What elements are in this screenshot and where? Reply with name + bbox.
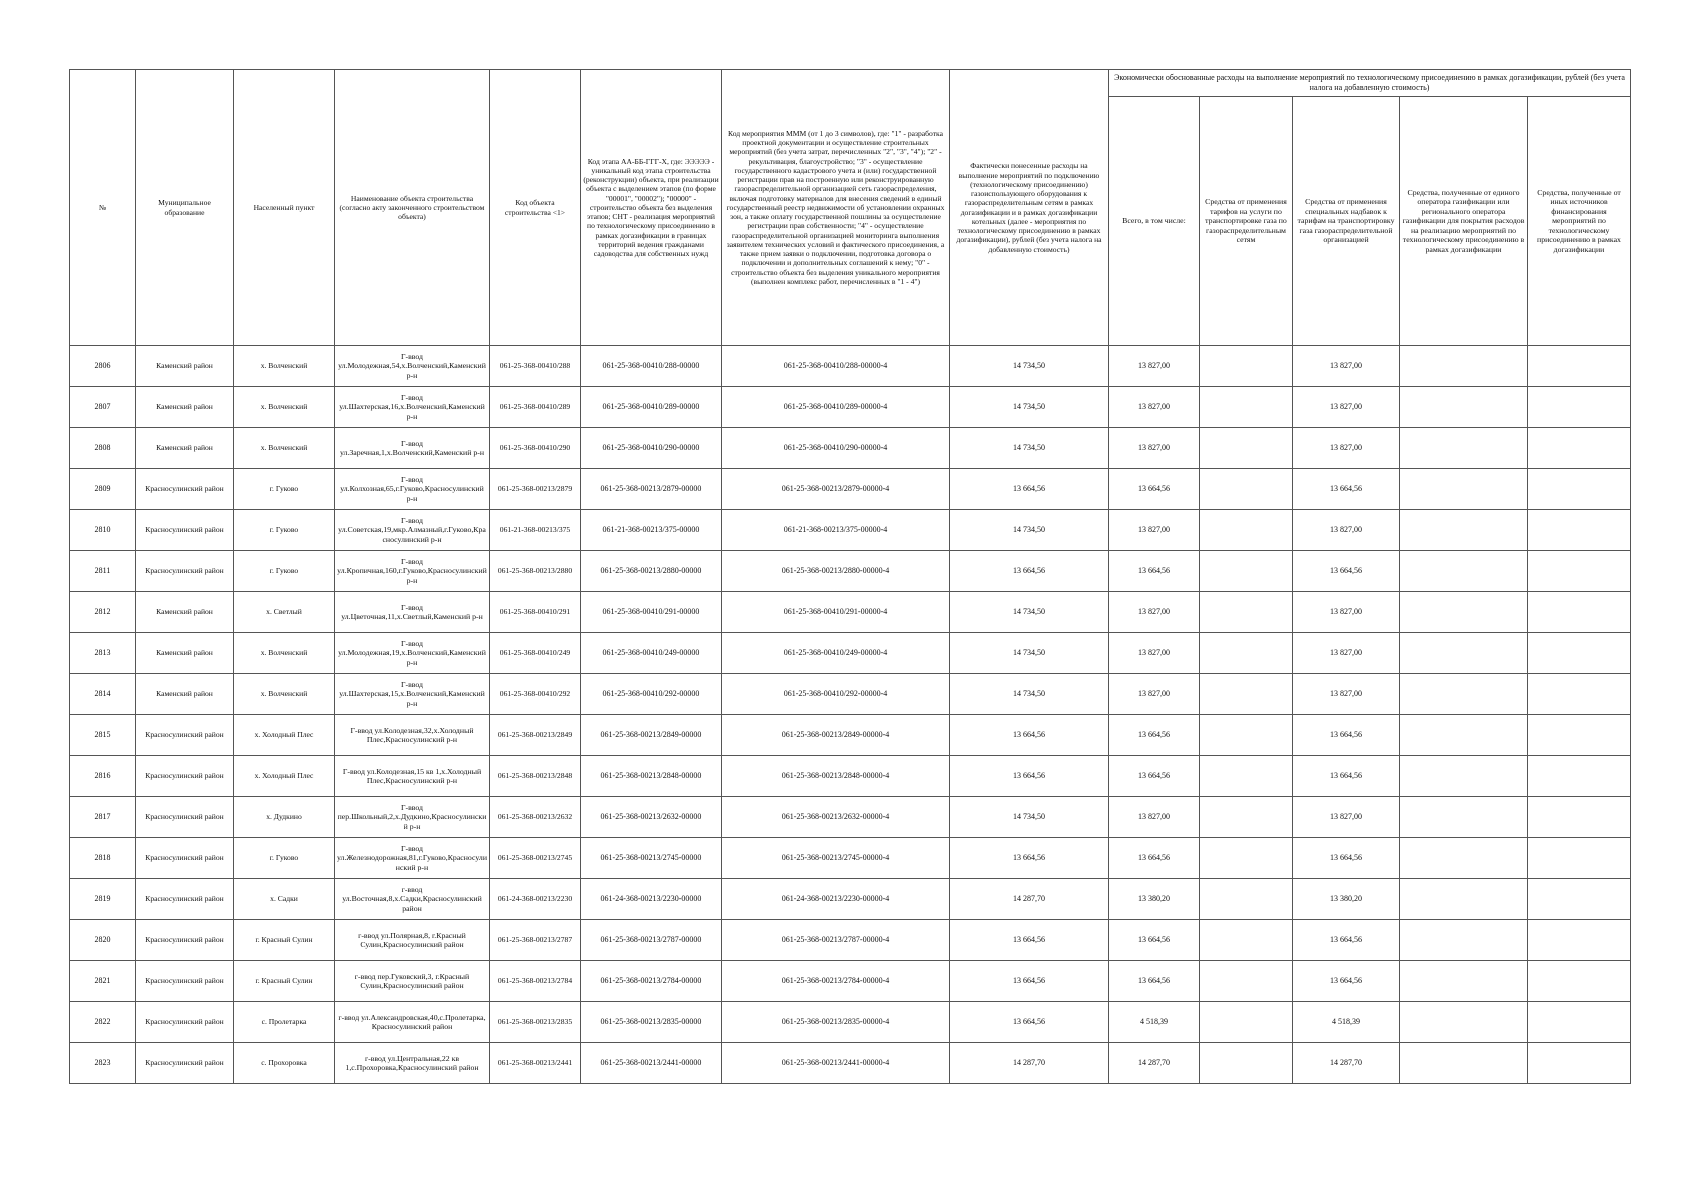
cell-tariff-funds: [1200, 387, 1293, 428]
cell-object-code: 061-25-368-00213/2784: [490, 961, 581, 1002]
cell-municipality: Красносулинский район: [136, 879, 234, 920]
cell-stage-code: 061-25-368-00213/2880-00000: [581, 551, 722, 592]
cell-other-funds: [1528, 838, 1631, 879]
cell-stage-code: 061-25-368-00213/2787-00000: [581, 920, 722, 961]
cell-surcharge-funds: 13 664,56: [1293, 961, 1400, 1002]
cell-total: 13 827,00: [1109, 592, 1200, 633]
cell-municipality: Красносулинский район: [136, 920, 234, 961]
col-header-object-name: Наименование объекта строительства (согласно акту законченного строительством объекта): [335, 70, 490, 346]
costs-table: [69, 69, 1631, 1084]
cell-event-code: 061-25-368-00213/2784-00000-4: [722, 961, 950, 1002]
cell-settlement: х. Волченский: [234, 428, 335, 469]
table-row: [70, 715, 1631, 756]
col-header-municipality: Муниципальное образование: [136, 70, 234, 346]
cell-event-code: 061-25-368-00213/2880-00000-4: [722, 551, 950, 592]
cell-municipality: Красносулинский район: [136, 1043, 234, 1084]
cell-total: 13 827,00: [1109, 674, 1200, 715]
cell-event-code: 061-25-368-00213/2879-00000-4: [722, 469, 950, 510]
cell-object-code: 061-21-368-00213/375: [490, 510, 581, 551]
cell-surcharge-funds: 13 664,56: [1293, 551, 1400, 592]
cell-other-funds: [1528, 469, 1631, 510]
cell-stage-code: 061-25-368-00213/2879-00000: [581, 469, 722, 510]
cell-operator-funds: [1400, 961, 1528, 1002]
cell-municipality: Каменский район: [136, 592, 234, 633]
cell-tariff-funds: [1200, 1043, 1293, 1084]
cell-other-funds: [1528, 920, 1631, 961]
cell-object-code: 061-25-368-00410/249: [490, 633, 581, 674]
cell-municipality: Красносулинский район: [136, 1002, 234, 1043]
cell-actual-costs: 13 664,56: [950, 715, 1109, 756]
cell-other-funds: [1528, 797, 1631, 838]
cell-other-funds: [1528, 633, 1631, 674]
cell-surcharge-funds: 13 827,00: [1293, 633, 1400, 674]
cell-settlement: с. Прохоровка: [234, 1043, 335, 1084]
col-header-object-code: Код объекта строительства <1>: [490, 70, 581, 346]
cell-operator-funds: [1400, 1002, 1528, 1043]
cell-municipality: Каменский район: [136, 346, 234, 387]
cell-surcharge-funds: 13 827,00: [1293, 428, 1400, 469]
cell-settlement: г. Красный Сулин: [234, 961, 335, 1002]
cell-num: 2811: [70, 551, 136, 592]
cell-other-funds: [1528, 346, 1631, 387]
cell-other-funds: [1528, 510, 1631, 551]
cell-municipality: Красносулинский район: [136, 756, 234, 797]
col-header-other-funds: Средства, полученные от иных источников финансирования мероприятий по технологическому присоединению в рамках догазификации: [1528, 97, 1631, 346]
cell-num: 2817: [70, 797, 136, 838]
cell-num: 2823: [70, 1043, 136, 1084]
cell-operator-funds: [1400, 674, 1528, 715]
cell-total: 13 827,00: [1109, 633, 1200, 674]
cell-object-code: 061-25-368-00213/2848: [490, 756, 581, 797]
cell-num: 2814: [70, 674, 136, 715]
cell-surcharge-funds: 13 827,00: [1293, 510, 1400, 551]
cell-municipality: Красносулинский район: [136, 838, 234, 879]
cell-other-funds: [1528, 387, 1631, 428]
cell-object-code: 061-25-368-00410/291: [490, 592, 581, 633]
cell-tariff-funds: [1200, 592, 1293, 633]
cell-object-name: Г-ввод ул.Колхозная,65,г.Гуково,Красносулинский р-н: [335, 469, 490, 510]
cell-actual-costs: 14 734,50: [950, 633, 1109, 674]
cell-actual-costs: 14 734,50: [950, 592, 1109, 633]
cell-stage-code: 061-25-368-00410/289-00000: [581, 387, 722, 428]
cell-settlement: х. Дудкино: [234, 797, 335, 838]
cell-stage-code: 061-25-368-00213/2835-00000: [581, 1002, 722, 1043]
table-body: [70, 346, 1631, 1084]
cell-event-code: 061-25-368-00410/291-00000-4: [722, 592, 950, 633]
cell-object-code: 061-25-368-00213/2835: [490, 1002, 581, 1043]
cell-other-funds: [1528, 1002, 1631, 1043]
cell-object-name: Г-ввод ул.Шахтерская,15,х.Волченский,Каменский р-н: [335, 674, 490, 715]
cell-other-funds: [1528, 674, 1631, 715]
col-header-econ-group: Экономически обоснованные расходы на выполнение мероприятий по технологическому присоединению в рамках догазификации, рублей (без учета налога на добавленную стоимость): [1109, 70, 1631, 97]
cell-municipality: Красносулинский район: [136, 715, 234, 756]
cell-event-code: 061-25-368-00410/292-00000-4: [722, 674, 950, 715]
cell-actual-costs: 13 664,56: [950, 838, 1109, 879]
cell-object-code: 061-25-368-00410/290: [490, 428, 581, 469]
cell-surcharge-funds: 13 664,56: [1293, 469, 1400, 510]
cell-operator-funds: [1400, 920, 1528, 961]
cell-event-code: 061-25-368-00213/2441-00000-4: [722, 1043, 950, 1084]
cell-object-name: г-ввод ул.Восточная,8,х.Садки,Красносулинский район: [335, 879, 490, 920]
cell-actual-costs: 14 734,50: [950, 674, 1109, 715]
cell-tariff-funds: [1200, 1002, 1293, 1043]
cell-settlement: г. Гуково: [234, 469, 335, 510]
cell-event-code: 061-25-368-00213/2745-00000-4: [722, 838, 950, 879]
cell-object-name: Г-ввод ул.Молодежная,19,х.Волченский,Каменский р-н: [335, 633, 490, 674]
cell-total: 13 664,56: [1109, 920, 1200, 961]
col-header-num: №: [70, 70, 136, 346]
cell-operator-funds: [1400, 797, 1528, 838]
cell-surcharge-funds: 4 518,39: [1293, 1002, 1400, 1043]
cell-surcharge-funds: 13 827,00: [1293, 674, 1400, 715]
cell-num: 2819: [70, 879, 136, 920]
cell-event-code: 061-25-368-00213/2835-00000-4: [722, 1002, 950, 1043]
cell-tariff-funds: [1200, 961, 1293, 1002]
cell-event-code: 061-24-368-00213/2230-00000-4: [722, 879, 950, 920]
cell-other-funds: [1528, 551, 1631, 592]
cell-num: 2818: [70, 838, 136, 879]
table-row: [70, 879, 1631, 920]
cell-num: 2812: [70, 592, 136, 633]
table-row: [70, 797, 1631, 838]
col-header-stage-code: Код этапа АА-ББ-ГГГ-Х, где: ЭЭЭЭЭ - уникальный код этапа строительства (реконструкции) объекта, при реализации объекта с выделением этапов (по форме "00001", "00002"); "00000" - строительство объекта без выделения этапов; СНТ - реализация мероприятий по технологическому присоединению в рамках догазификации в границах территорий ведения гражданами садоводства для собственных нужд: [581, 70, 722, 346]
cell-municipality: Каменский район: [136, 428, 234, 469]
cell-operator-funds: [1400, 387, 1528, 428]
cell-actual-costs: 14 734,50: [950, 346, 1109, 387]
cell-actual-costs: 13 664,56: [950, 961, 1109, 1002]
cell-event-code: 061-25-368-00213/2787-00000-4: [722, 920, 950, 961]
cell-tariff-funds: [1200, 756, 1293, 797]
cell-stage-code: 061-25-368-00213/2848-00000: [581, 756, 722, 797]
cell-actual-costs: 14 734,50: [950, 387, 1109, 428]
cell-total: 13 827,00: [1109, 797, 1200, 838]
cell-object-name: Г-ввод ул.Колодезная,15 кв 1,х.Холодный Плес,Красносулинский р-н: [335, 756, 490, 797]
table-row: [70, 1043, 1631, 1084]
cell-actual-costs: 14 287,70: [950, 1043, 1109, 1084]
cell-surcharge-funds: 13 664,56: [1293, 920, 1400, 961]
cell-object-name: Г-ввод ул.Молодежная,54,х.Волченский,Каменский р-н: [335, 346, 490, 387]
cell-tariff-funds: [1200, 674, 1293, 715]
cell-actual-costs: 13 664,56: [950, 920, 1109, 961]
cell-stage-code: 061-25-368-00213/2632-00000: [581, 797, 722, 838]
cell-settlement: г. Гуково: [234, 510, 335, 551]
cell-total: 4 518,39: [1109, 1002, 1200, 1043]
cell-object-code: 061-25-368-00213/2745: [490, 838, 581, 879]
cell-operator-funds: [1400, 346, 1528, 387]
table-row: [70, 346, 1631, 387]
cell-settlement: х. Холодный Плес: [234, 756, 335, 797]
cell-stage-code: 061-25-368-00410/288-00000: [581, 346, 722, 387]
cell-settlement: г. Гуково: [234, 838, 335, 879]
cell-tariff-funds: [1200, 797, 1293, 838]
cell-object-name: Г-ввод пер.Школьный,2,х.Дудкино,Красносулинский р-н: [335, 797, 490, 838]
cell-other-funds: [1528, 756, 1631, 797]
cell-tariff-funds: [1200, 428, 1293, 469]
cell-settlement: х. Волченский: [234, 346, 335, 387]
cell-tariff-funds: [1200, 633, 1293, 674]
cell-tariff-funds: [1200, 920, 1293, 961]
cell-surcharge-funds: 13 664,56: [1293, 715, 1400, 756]
cell-object-code: 061-25-368-00410/289: [490, 387, 581, 428]
cell-num: 2806: [70, 346, 136, 387]
cell-settlement: х. Волченский: [234, 674, 335, 715]
cell-tariff-funds: [1200, 510, 1293, 551]
cell-num: 2821: [70, 961, 136, 1002]
cell-stage-code: 061-21-368-00213/375-00000: [581, 510, 722, 551]
cell-total: 13 827,00: [1109, 510, 1200, 551]
col-header-surcharge-funds: Средства от применения специальных надбавок к тарифам на транспортировку газа газораспределительной организацией: [1293, 97, 1400, 346]
cell-object-code: 061-25-368-00213/2849: [490, 715, 581, 756]
cell-operator-funds: [1400, 592, 1528, 633]
cell-tariff-funds: [1200, 346, 1293, 387]
cell-object-code: 061-25-368-00213/2787: [490, 920, 581, 961]
cell-actual-costs: 14 734,50: [950, 797, 1109, 838]
cell-operator-funds: [1400, 633, 1528, 674]
cell-num: 2808: [70, 428, 136, 469]
cell-total: 13 827,00: [1109, 428, 1200, 469]
cell-actual-costs: 14 734,50: [950, 510, 1109, 551]
cell-operator-funds: [1400, 838, 1528, 879]
cell-tariff-funds: [1200, 469, 1293, 510]
cell-stage-code: 061-25-368-00410/291-00000: [581, 592, 722, 633]
cell-num: 2810: [70, 510, 136, 551]
cell-municipality: Красносулинский район: [136, 797, 234, 838]
cell-settlement: х. Волченский: [234, 387, 335, 428]
cell-surcharge-funds: 13 664,56: [1293, 838, 1400, 879]
cell-surcharge-funds: 13 827,00: [1293, 592, 1400, 633]
cell-total: 13 827,00: [1109, 387, 1200, 428]
cell-event-code: 061-21-368-00213/375-00000-4: [722, 510, 950, 551]
cell-municipality: Каменский район: [136, 674, 234, 715]
cell-surcharge-funds: 13 827,00: [1293, 387, 1400, 428]
cell-object-name: г-ввод ул.Александровская,40,с.Пролетарка, Красносулинский район: [335, 1002, 490, 1043]
cell-total: 13 664,56: [1109, 961, 1200, 1002]
table-row: [70, 756, 1631, 797]
cell-total: 13 827,00: [1109, 346, 1200, 387]
cell-stage-code: 061-25-368-00410/290-00000: [581, 428, 722, 469]
cell-municipality: Красносулинский район: [136, 961, 234, 1002]
cell-total: 13 664,56: [1109, 838, 1200, 879]
cell-surcharge-funds: 13 380,20: [1293, 879, 1400, 920]
cell-settlement: х. Холодный Плес: [234, 715, 335, 756]
cell-municipality: Каменский район: [136, 387, 234, 428]
cell-settlement: г. Красный Сулин: [234, 920, 335, 961]
cell-num: 2816: [70, 756, 136, 797]
cell-stage-code: 061-25-368-00213/2784-00000: [581, 961, 722, 1002]
cell-event-code: 061-25-368-00213/2632-00000-4: [722, 797, 950, 838]
cell-actual-costs: 13 664,56: [950, 469, 1109, 510]
cell-surcharge-funds: 13 827,00: [1293, 797, 1400, 838]
table-row: [70, 469, 1631, 510]
cell-object-name: Г-ввод ул.Железнодорожная,81,г.Гуково,Красносулинский р-н: [335, 838, 490, 879]
cell-operator-funds: [1400, 879, 1528, 920]
cell-operator-funds: [1400, 756, 1528, 797]
cell-event-code: 061-25-368-00213/2849-00000-4: [722, 715, 950, 756]
cell-municipality: Красносулинский район: [136, 510, 234, 551]
cell-object-name: Г-ввод ул.Цветочная,11,х.Светлый,Каменский р-н: [335, 592, 490, 633]
cell-stage-code: 061-25-368-00213/2849-00000: [581, 715, 722, 756]
cell-num: 2807: [70, 387, 136, 428]
cell-tariff-funds: [1200, 715, 1293, 756]
cell-tariff-funds: [1200, 838, 1293, 879]
cell-surcharge-funds: 13 664,56: [1293, 756, 1400, 797]
cell-municipality: Красносулинский район: [136, 551, 234, 592]
cell-settlement: х. Светлый: [234, 592, 335, 633]
cell-tariff-funds: [1200, 879, 1293, 920]
cell-total: 13 664,56: [1109, 756, 1200, 797]
cell-stage-code: 061-25-368-00213/2441-00000: [581, 1043, 722, 1084]
cell-actual-costs: 13 664,56: [950, 551, 1109, 592]
table-row: [70, 838, 1631, 879]
cell-settlement: х. Садки: [234, 879, 335, 920]
cell-event-code: 061-25-368-00213/2848-00000-4: [722, 756, 950, 797]
cell-operator-funds: [1400, 1043, 1528, 1084]
table-row: [70, 510, 1631, 551]
cell-actual-costs: 13 664,56: [950, 1002, 1109, 1043]
table-row: [70, 428, 1631, 469]
cell-total: 13 380,20: [1109, 879, 1200, 920]
cell-object-code: 061-25-368-00213/2879: [490, 469, 581, 510]
cell-object-name: Г-ввод ул.Шахтерская,16,х.Волченский,Каменский р-н: [335, 387, 490, 428]
table-row: [70, 387, 1631, 428]
cell-other-funds: [1528, 1043, 1631, 1084]
cell-event-code: 061-25-368-00410/289-00000-4: [722, 387, 950, 428]
cell-surcharge-funds: 13 827,00: [1293, 346, 1400, 387]
table-row: [70, 920, 1631, 961]
cell-object-name: г-ввод ул.Полярная,8, г.Красный Сулин,Красносулинский район: [335, 920, 490, 961]
cell-event-code: 061-25-368-00410/288-00000-4: [722, 346, 950, 387]
cell-object-name: Г-ввод ул.Заречная,1,х.Волченский,Каменский р-н: [335, 428, 490, 469]
cell-total: 14 287,70: [1109, 1043, 1200, 1084]
cell-object-name: Г-ввод ул.Советская,19,мкр.Алмазный,г.Гуково,Красносулинский р-н: [335, 510, 490, 551]
cell-stage-code: 061-25-368-00213/2745-00000: [581, 838, 722, 879]
cell-operator-funds: [1400, 469, 1528, 510]
cell-stage-code: 061-24-368-00213/2230-00000: [581, 879, 722, 920]
cell-surcharge-funds: 14 287,70: [1293, 1043, 1400, 1084]
cell-object-code: 061-25-368-00213/2441: [490, 1043, 581, 1084]
table-row: [70, 1002, 1631, 1043]
cell-settlement: х. Волченский: [234, 633, 335, 674]
cell-num: 2813: [70, 633, 136, 674]
cell-municipality: Красносулинский район: [136, 469, 234, 510]
cell-stage-code: 061-25-368-00410/292-00000: [581, 674, 722, 715]
cell-total: 13 664,56: [1109, 469, 1200, 510]
cell-total: 13 664,56: [1109, 551, 1200, 592]
col-header-operator-funds: Средства, полученные от единого оператора газификации или регионального оператора газификации для покрытия расходов на реализацию мероприятий по технологическому присоединению в рамках догазификации: [1400, 97, 1528, 346]
cell-actual-costs: 14 287,70: [950, 879, 1109, 920]
cell-total: 13 664,56: [1109, 715, 1200, 756]
cell-object-code: 061-25-368-00213/2632: [490, 797, 581, 838]
cell-num: 2809: [70, 469, 136, 510]
cell-actual-costs: 14 734,50: [950, 428, 1109, 469]
cell-settlement: г. Гуково: [234, 551, 335, 592]
table-row: [70, 961, 1631, 1002]
cell-event-code: 061-25-368-00410/290-00000-4: [722, 428, 950, 469]
col-header-total: Всего, в том числе:: [1109, 97, 1200, 346]
cell-operator-funds: [1400, 715, 1528, 756]
cell-object-name: г-ввод пер.Гуковский,3, г.Красный Сулин,Красносулинский район: [335, 961, 490, 1002]
cell-object-code: 061-25-368-00410/292: [490, 674, 581, 715]
cell-other-funds: [1528, 592, 1631, 633]
cell-other-funds: [1528, 961, 1631, 1002]
cell-municipality: Каменский район: [136, 633, 234, 674]
cell-object-code: 061-25-368-00213/2880: [490, 551, 581, 592]
cell-other-funds: [1528, 879, 1631, 920]
cell-num: 2822: [70, 1002, 136, 1043]
cell-object-name: г-ввод ул.Центральная,22 кв 1,с.Прохоровка,Красносулинский район: [335, 1043, 490, 1084]
cell-actual-costs: 13 664,56: [950, 756, 1109, 797]
table-row: [70, 592, 1631, 633]
cell-num: 2820: [70, 920, 136, 961]
cell-object-code: 061-25-368-00410/288: [490, 346, 581, 387]
cell-object-name: Г-ввод ул.Колодезная,32,х.Холодный Плес,Красносулинский р-н: [335, 715, 490, 756]
table-row: [70, 551, 1631, 592]
cell-event-code: 061-25-368-00410/249-00000-4: [722, 633, 950, 674]
cell-object-name: Г-ввод ул.Кропичная,160,г.Гуково,Красносулинский р-н: [335, 551, 490, 592]
cell-tariff-funds: [1200, 551, 1293, 592]
cell-other-funds: [1528, 715, 1631, 756]
table-row: [70, 633, 1631, 674]
cell-settlement: с. Пролетарка: [234, 1002, 335, 1043]
cell-operator-funds: [1400, 551, 1528, 592]
cell-object-code: 061-24-368-00213/2230: [490, 879, 581, 920]
cell-operator-funds: [1400, 428, 1528, 469]
col-header-settlement: Населенный пункт: [234, 70, 335, 346]
cell-operator-funds: [1400, 510, 1528, 551]
col-header-event-code: Код мероприятия МММ (от 1 до 3 символов), где: "1" - разработка проектной документации и осуществление строительных мероприятий (без учета затрат, перечисленных "2", "3", "4"); "2" - рекультивация, благоустройство; "3" - осуществление государственного кадастрового учета и (или) государственной регистрации прав на построенную или реконструированную газораспределительной организацией сеть газораспределения, включая подготовку материалов для внесения сведений в единый государственный реестр недвижимости об установлении охранных зон, а также оплату государственной пошлины за осуществление регистрации прав собственности; "4" - осуществление газораспределительной организацией мониторинга выполнения заявителем технических условий и фактического присоединения, а также прием заявки о подключении, подготовка договора о подключении и дополнительных соглашений к нему; "0" - строительство объекта без выделения уникального мероприятия (выполнен комплекс работ, перечисленных в "1 - 4"): [722, 70, 950, 346]
cell-num: 2815: [70, 715, 136, 756]
table-row: [70, 674, 1631, 715]
col-header-actual-costs: Фактически понесенные расходы на выполнение мероприятий по подключению (технологическому присоединению) газоиспользующего оборудования к газораспределительным сетям в рамках догазификации и в рамках догазификации котельных (далее - мероприятия по технологическому присоединению в рамках догазификации), рублей (без учета налога на добавленную стоимость): [950, 70, 1109, 346]
table-header: [70, 70, 1631, 346]
cell-other-funds: [1528, 428, 1631, 469]
col-header-tariff-funds: Средства от применения тарифов на услуги по транспортировке газа по газораспределительным сетям: [1200, 97, 1293, 346]
cell-stage-code: 061-25-368-00410/249-00000: [581, 633, 722, 674]
